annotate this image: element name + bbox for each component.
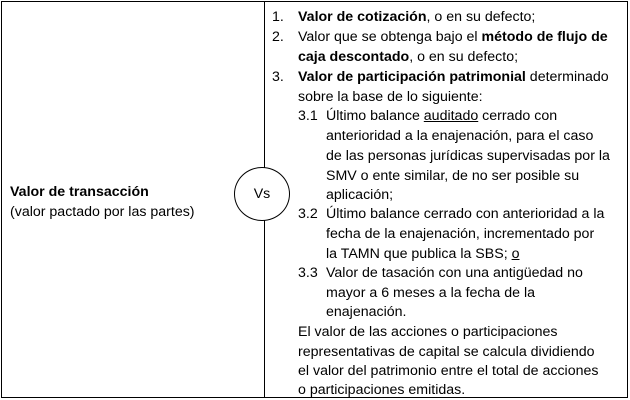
item-2-text-cont: caja descontado, o en su defecto; (298, 49, 519, 65)
vs-circle (234, 167, 290, 221)
subitem-3-2-line: fecha de la enajenación, incrementado por (326, 226, 595, 242)
subitem-3-3-line: mayor a 6 meses a la fecha de la (326, 285, 535, 301)
vs-label: Vs (253, 186, 271, 202)
closing-line: o participaciones emitidas. (298, 382, 466, 398)
valuation-methods-cell (2, 2, 629, 399)
subitem-3-1-line: anterioridad a la enajenación, para el caso (326, 128, 594, 144)
closing-line: representativas de capital se calcula dividiendo (298, 344, 595, 360)
transaction-value-subtitle: (valor pactado por las partes) (10, 204, 195, 220)
subitem-3-1-text: Último balance auditado cerrado con (326, 108, 558, 124)
subitem-3-1-line: SMV o ente similar, de no ser posible su (326, 168, 580, 184)
item-2-text: Valor que se obtenga bajo el método de flujo de (298, 29, 608, 45)
item-1-text: Valor de cotización, o en su defecto; (298, 9, 536, 25)
closing-line: el valor del patrimonio entre el total de acciones (298, 363, 599, 379)
subitem-3-2-text: Último balance cerrado con anterioridad a la (326, 206, 605, 222)
subitem-3-3-line: enajenación. (326, 304, 407, 320)
subitem-3-1-number: 3.1 (298, 108, 318, 124)
subitem-3-1-line: aplicación; (326, 187, 394, 203)
subitem-3-1-line: de las personas jurídicas supervisadas por la (326, 148, 610, 164)
item-2-number: 2. (272, 29, 284, 45)
subitem-3-2-line: la TAMN que publica la SBS; o (326, 246, 520, 262)
transaction-value-title: Valor de transacción (10, 184, 149, 200)
item-3-text: Valor de participación patrimonial determinado (298, 69, 609, 85)
subitem-3-2-number: 3.2 (298, 206, 318, 222)
item-1-number: 1. (272, 9, 284, 25)
item-3-text-cont: sobre la base de lo siguiente: (298, 89, 483, 105)
subitem-3-3-number: 3.3 (298, 265, 318, 281)
item-3-number: 3. (272, 69, 284, 85)
comparison-table (1, 1, 628, 398)
subitem-3-3-text: Valor de tasación con una antigüedad no (326, 265, 583, 281)
closing-line: El valor de las acciones o participaciones (298, 324, 558, 340)
